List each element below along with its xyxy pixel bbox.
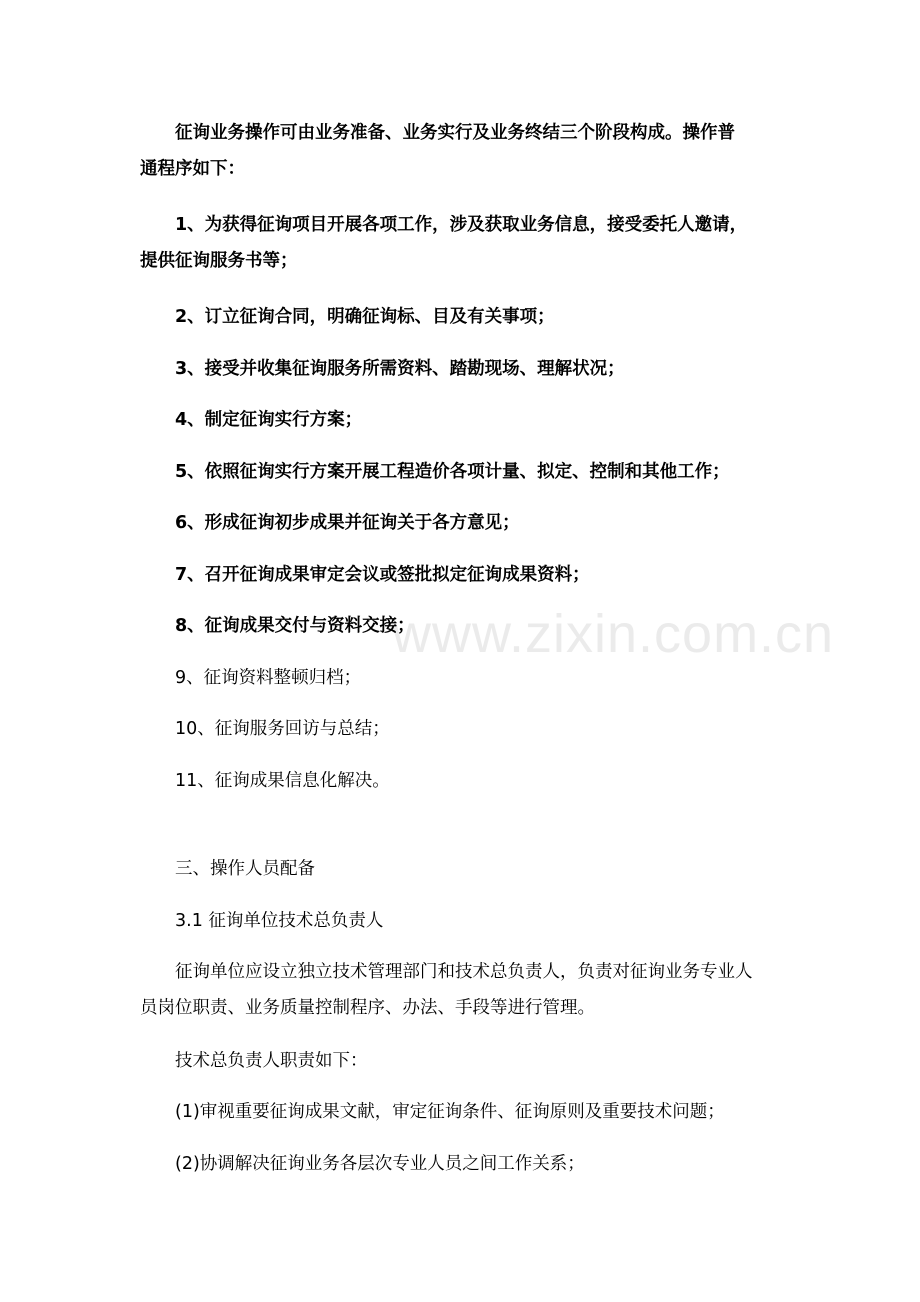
duty-2: (2)协调解决征询业务各层次专业人员之间工作关系； [175,1154,585,1174]
step-1-line-2: 提供征询服务书等； [140,251,298,271]
intro-line-1: 征询业务操作可由业务准备、业务实行及业务终结三个阶段构成。操作普 [175,123,735,143]
step-3: 3、接受并收集征询服务所需资料、踏勘现场、理解状况； [175,359,625,379]
body-line-1: 征询单位应设立独立技术管理部门和技术总负责人，负责对征询业务专业人 [175,962,753,982]
step-4: 4、制定征询实行方案； [175,410,363,430]
step-2: 2、订立征询合同，明确征询标、目及有关事项； [175,307,555,327]
step-1-line-1: 1、为获得征询项目开展各项工作，涉及获取业务信息，接受委托人邀请， [175,215,748,235]
step-1 [140,213,825,273]
body-line-2: 员岗位职责、业务质量控制程序、办法、手段等进行管理。 [140,998,595,1018]
body-paragraph [140,960,825,1020]
step-10: 10、征询服务回访与总结； [175,719,390,739]
watermark: www.zixin.com.cn [392,604,835,664]
duties-intro: 技术总负责人职责如下： [175,1051,368,1071]
duty-1: (1)审视重要征询成果文献，审定征询条件、征询原则及重要技术问题； [175,1102,725,1122]
intro-line-2: 通程序如下： [140,159,245,179]
step-9: 9、征询资料整顿归档； [175,668,362,688]
step-8: 8、征询成果交付与资料交接； [175,616,415,636]
step-5: 5、依照征询实行方案开展工程造价各项计量、拟定、控制和其他工作； [175,462,730,482]
subsection-heading: 3.1 征询单位技术总负责人 [175,911,384,931]
section-heading: 三、操作人员配备 [175,859,315,879]
step-7: 7、召开征询成果审定会议或签批拟定征询成果资料； [175,565,590,585]
step-6: 6、形成征询初步成果并征询关于各方意见； [175,513,520,533]
step-11: 11、征询成果信息化解决。 [175,771,390,791]
intro-paragraph [140,121,825,181]
